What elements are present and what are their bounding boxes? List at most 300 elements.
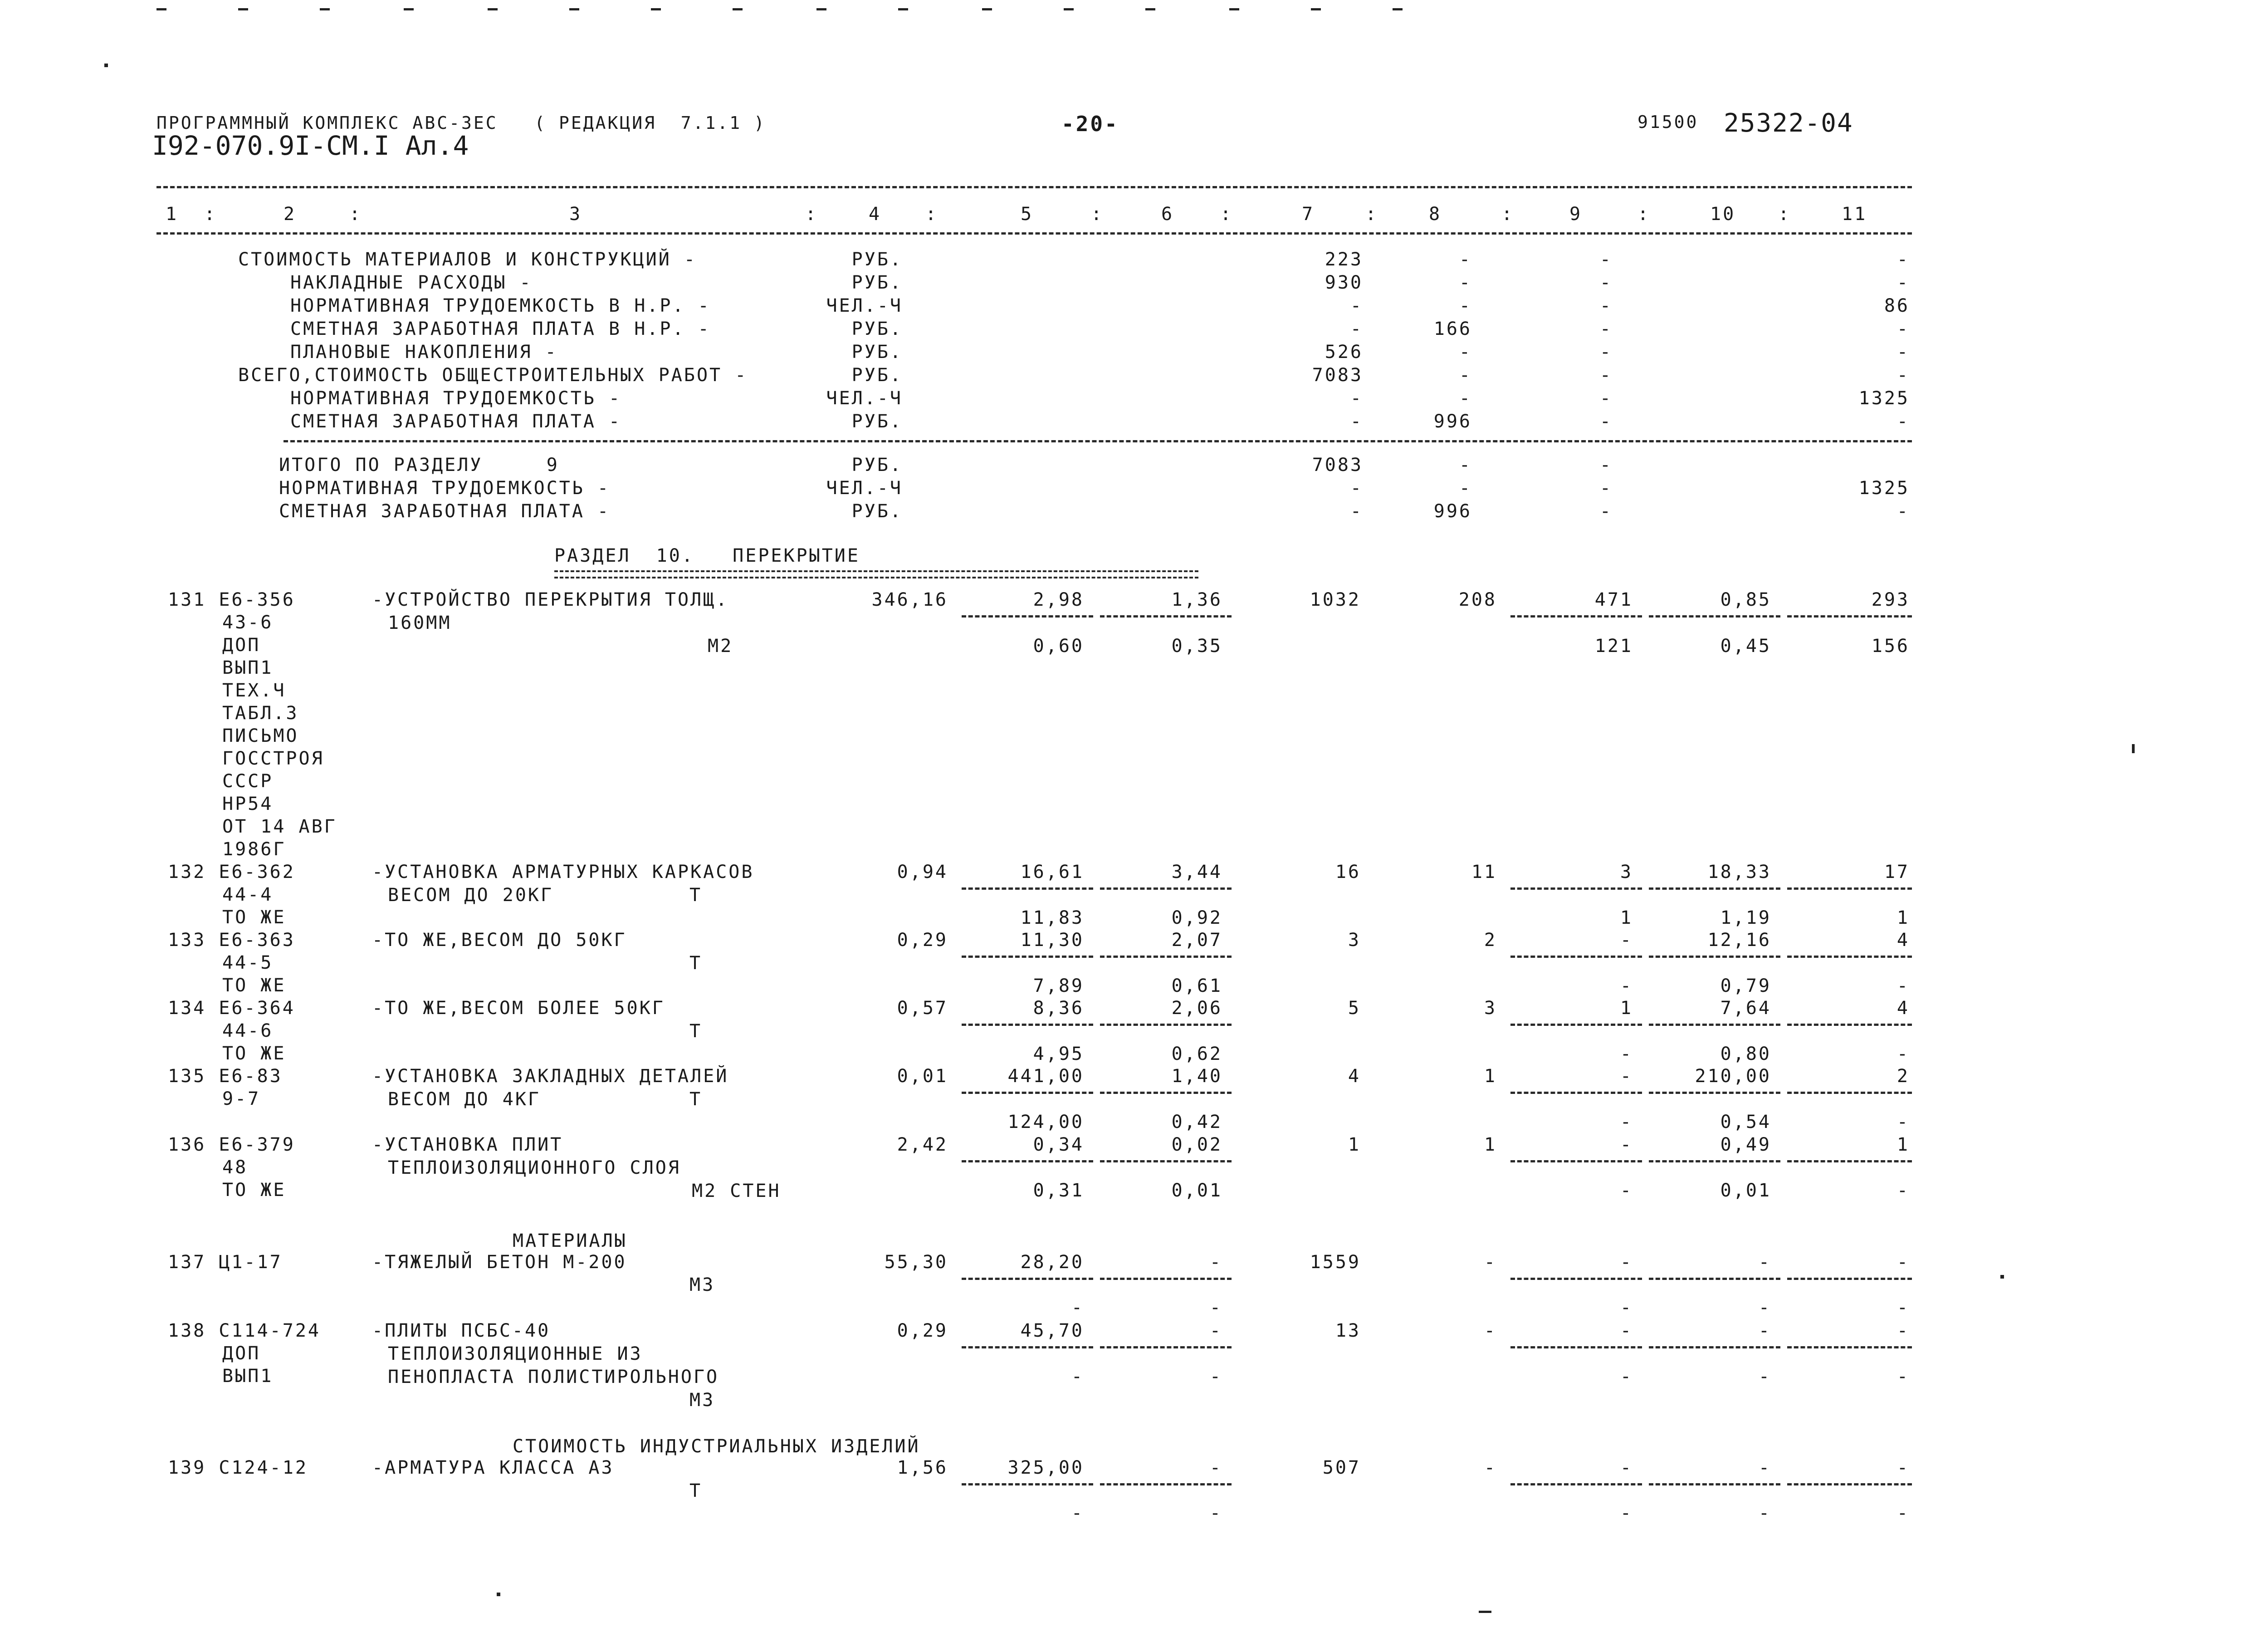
item-sub-col11: - bbox=[1897, 1366, 1910, 1387]
item-col10: 18,33 bbox=[1707, 862, 1771, 882]
scan-speck bbox=[156, 8, 166, 10]
item-sub-col9: - bbox=[1620, 1112, 1633, 1132]
item-qty: 0,29 bbox=[897, 1320, 948, 1341]
section-total-col9: - bbox=[1599, 455, 1613, 475]
summary-col7: 526 bbox=[1325, 342, 1363, 363]
summary-col9: - bbox=[1599, 411, 1613, 432]
column-separator: : bbox=[204, 204, 217, 225]
summary-col11: - bbox=[1897, 411, 1910, 432]
item-col5: 325,00 bbox=[1007, 1457, 1084, 1478]
document-id: I92-070.9I-CM.I Ал.4 bbox=[152, 130, 469, 161]
item-sub-col6: - bbox=[1209, 1366, 1222, 1387]
summary-col8: 996 bbox=[1433, 411, 1472, 432]
item-unit: Т bbox=[689, 885, 703, 906]
item-subrule bbox=[1649, 956, 1780, 958]
item-qty: 0,57 bbox=[897, 998, 948, 1019]
summary-unit: РУБ. bbox=[851, 365, 903, 386]
summary-col7: 930 bbox=[1325, 272, 1363, 293]
item-col11: 17 bbox=[1884, 862, 1910, 882]
column-separator: : bbox=[1220, 204, 1233, 225]
item-sub-col10: 0,45 bbox=[1720, 636, 1771, 657]
summary-col9: - bbox=[1599, 249, 1613, 270]
item-sub-col11: - bbox=[1897, 1180, 1910, 1201]
item-sub-col9: - bbox=[1620, 1180, 1633, 1201]
item-number-code: 135 Е6-83 bbox=[168, 1066, 283, 1087]
item-subrule bbox=[962, 1278, 1093, 1280]
handwritten-code: 25322-04 bbox=[1724, 108, 1853, 138]
summary-label: НОРМАТИВНАЯ ТРУДОЕМКОСТЬ В Н.Р. - bbox=[290, 295, 711, 316]
item-code-line: 9-7 bbox=[222, 1088, 261, 1109]
summary-col9: - bbox=[1599, 295, 1613, 316]
item-sub-col10: 0,01 bbox=[1720, 1180, 1771, 1201]
column-number: 6 bbox=[1161, 204, 1174, 225]
item-sub-col11: - bbox=[1897, 1112, 1910, 1132]
scan-speck bbox=[497, 1593, 500, 1596]
item-subrule bbox=[1510, 956, 1642, 958]
item-sub-col11: - bbox=[1897, 1503, 1910, 1524]
item-col10: 0,85 bbox=[1720, 589, 1771, 610]
item-sub-col11: 1 bbox=[1897, 907, 1910, 928]
item-col11: 293 bbox=[1871, 589, 1910, 610]
item-subrule bbox=[1100, 1092, 1232, 1094]
column-number: 4 bbox=[869, 204, 882, 225]
item-code-line: 44-5 bbox=[222, 952, 274, 973]
column-separator: : bbox=[349, 204, 362, 225]
item-name-cont: ВЕСОМ ДО 4КГ bbox=[388, 1089, 541, 1110]
scan-speck bbox=[2000, 1275, 2004, 1279]
item-code-line: 44-6 bbox=[222, 1020, 274, 1041]
item-col9: 471 bbox=[1594, 589, 1633, 610]
column-separator: : bbox=[805, 204, 818, 225]
item-subrule bbox=[1787, 1092, 1912, 1094]
item-qty: 55,30 bbox=[884, 1252, 948, 1273]
item-unit: Т bbox=[689, 1021, 703, 1042]
item-col8: 208 bbox=[1458, 589, 1497, 610]
item-number-code: 137 Ц1-17 bbox=[168, 1252, 283, 1273]
item-col10: - bbox=[1758, 1252, 1771, 1273]
item-sub-col10: - bbox=[1758, 1366, 1771, 1387]
item-code-line: ОТ 14 АВГ bbox=[222, 816, 337, 837]
item-unit: М3 bbox=[689, 1390, 715, 1411]
section-total-label: СМЕТНАЯ ЗАРАБОТНАЯ ПЛАТА - bbox=[279, 501, 611, 522]
summary-label: НОРМАТИВНАЯ ТРУДОЕМКОСТЬ - bbox=[290, 388, 622, 409]
item-sub-col11: - bbox=[1897, 975, 1910, 996]
item-col8: 1 bbox=[1484, 1066, 1497, 1087]
column-separator: : bbox=[1778, 204, 1791, 225]
item-subrule bbox=[1100, 1483, 1232, 1485]
item-number-code: 139 С124-12 bbox=[168, 1457, 308, 1478]
item-col6: 3,44 bbox=[1171, 862, 1222, 882]
item-qty: 0,29 bbox=[897, 930, 948, 951]
item-unit: М3 bbox=[689, 1274, 715, 1295]
summary-col8: - bbox=[1459, 365, 1472, 386]
item-subrule bbox=[962, 887, 1093, 890]
scan-speck bbox=[569, 8, 579, 10]
item-sub-col6: - bbox=[1209, 1297, 1222, 1318]
item-col9: - bbox=[1620, 930, 1633, 951]
item-subrule bbox=[1100, 1346, 1232, 1348]
item-col8: 1 bbox=[1484, 1134, 1497, 1155]
section-total-col9: - bbox=[1599, 478, 1613, 499]
item-subrule bbox=[1510, 1024, 1642, 1026]
item-subrule bbox=[1510, 1160, 1642, 1162]
item-col5: 16,61 bbox=[1020, 862, 1084, 882]
item-subrule bbox=[1510, 615, 1642, 618]
column-number: 9 bbox=[1569, 204, 1583, 225]
item-subrule bbox=[1100, 1278, 1232, 1280]
item-col8: - bbox=[1484, 1252, 1497, 1273]
summary-col9: - bbox=[1599, 319, 1613, 339]
column-separator: : bbox=[1501, 204, 1515, 225]
item-sub-col9: - bbox=[1620, 1366, 1633, 1387]
item-col11: - bbox=[1897, 1252, 1910, 1273]
item-code-line: ДОП bbox=[222, 635, 261, 656]
item-qty: 2,42 bbox=[897, 1134, 948, 1155]
summary-label: СМЕТНАЯ ЗАРАБОТНАЯ ПЛАТА В Н.Р. - bbox=[290, 319, 711, 339]
item-sub-col10: 0,79 bbox=[1720, 975, 1771, 996]
item-col5: 441,00 bbox=[1007, 1066, 1084, 1087]
item-col11: - bbox=[1897, 1320, 1910, 1341]
summary-col7: 7083 bbox=[1312, 365, 1363, 386]
printed-code: 91500 bbox=[1637, 112, 1699, 132]
item-col8: 11 bbox=[1471, 862, 1497, 882]
item-col11: 4 bbox=[1897, 930, 1910, 951]
item-col10: - bbox=[1758, 1457, 1771, 1478]
item-col9: - bbox=[1620, 1134, 1633, 1155]
item-col11: 2 bbox=[1897, 1066, 1910, 1087]
item-sub-col11: - bbox=[1897, 1044, 1910, 1064]
item-sub-col9: - bbox=[1620, 975, 1633, 996]
item-subrule bbox=[1787, 1024, 1912, 1026]
summary-col9: - bbox=[1599, 272, 1613, 293]
item-sub-col11: 156 bbox=[1871, 636, 1910, 657]
item-name-cont: ВЕСОМ ДО 20КГ bbox=[388, 885, 554, 906]
scan-speck bbox=[816, 8, 826, 10]
scan-speck bbox=[1311, 8, 1321, 10]
item-sub-col6: 0,35 bbox=[1171, 636, 1222, 657]
item-name: -УСТАНОВКА ЗАКЛАДНЫХ ДЕТАЛЕЙ bbox=[372, 1066, 729, 1087]
scan-speck bbox=[898, 8, 908, 10]
subhead-industrial: СТОИМОСТЬ ИНДУСТРИАЛЬНЫХ ИЗДЕЛИЙ bbox=[513, 1436, 920, 1457]
item-subrule bbox=[962, 1092, 1093, 1094]
item-name-cont: ТЕПЛОИЗОЛЯЦИОННОГО СЛОЯ bbox=[388, 1157, 681, 1178]
item-sub-col5: 4,95 bbox=[1033, 1044, 1084, 1064]
section-total-unit: РУБ. bbox=[851, 455, 903, 475]
item-col9: - bbox=[1620, 1457, 1633, 1478]
program-header: ПРОГРАММНЫЙ КОМПЛЕКС АВС-3ЕС ( РЕДАКЦИЯ 7.1.1 ) bbox=[156, 113, 766, 133]
section-title-underline bbox=[554, 570, 1198, 578]
item-col10: 7,64 bbox=[1720, 998, 1771, 1019]
item-subrule bbox=[1510, 1346, 1642, 1348]
item-col9: 1 bbox=[1620, 998, 1633, 1019]
summary-col7: 223 bbox=[1325, 249, 1363, 270]
item-col7: 507 bbox=[1322, 1457, 1361, 1478]
item-subrule bbox=[1100, 956, 1232, 958]
summary-col9: - bbox=[1599, 388, 1613, 409]
item-subrule bbox=[1100, 1160, 1232, 1162]
item-subrule bbox=[1510, 1483, 1642, 1485]
item-col5: 11,30 bbox=[1020, 930, 1084, 951]
item-number-code: 133 Е6-363 bbox=[168, 930, 295, 951]
item-col6: - bbox=[1209, 1252, 1222, 1273]
item-sub-col5: - bbox=[1071, 1366, 1084, 1387]
item-col7: 1 bbox=[1348, 1134, 1361, 1155]
item-sub-col5: 124,00 bbox=[1007, 1112, 1084, 1132]
rule-before-section-total bbox=[284, 440, 1912, 442]
section-total-col8: - bbox=[1459, 455, 1472, 475]
item-code-line: ТО ЖЕ bbox=[222, 1180, 286, 1201]
section-total-col7: - bbox=[1350, 501, 1363, 522]
item-subrule bbox=[1649, 1160, 1780, 1162]
summary-unit: РУБ. bbox=[851, 272, 903, 293]
item-unit: Т bbox=[689, 1089, 703, 1110]
item-sub-col6: 0,01 bbox=[1171, 1180, 1222, 1201]
item-col6: - bbox=[1209, 1457, 1222, 1478]
item-code-line: ПИСЬМО bbox=[222, 725, 299, 746]
scan-speck bbox=[1145, 8, 1155, 10]
item-col8: - bbox=[1484, 1457, 1497, 1478]
item-name: -УСТАНОВКА АРМАТУРНЫХ КАРКАСОВ bbox=[372, 862, 754, 882]
item-col5: 28,20 bbox=[1020, 1252, 1084, 1273]
summary-col9: - bbox=[1599, 365, 1613, 386]
item-sub-col6: - bbox=[1209, 1503, 1222, 1524]
item-sub-col5: 0,31 bbox=[1033, 1180, 1084, 1201]
item-code-line: ВЫП1 bbox=[222, 1366, 274, 1387]
item-col8: - bbox=[1484, 1320, 1497, 1341]
item-col7: 1559 bbox=[1310, 1252, 1361, 1273]
item-name: -ТО ЖЕ,ВЕСОМ ДО 50КГ bbox=[372, 930, 627, 951]
summary-label: НАКЛАДНЫЕ РАСХОДЫ - bbox=[290, 272, 533, 293]
item-sub-col9: - bbox=[1620, 1044, 1633, 1064]
summary-unit: РУБ. bbox=[851, 319, 903, 339]
item-col9: - bbox=[1620, 1066, 1633, 1087]
item-subrule bbox=[1649, 1278, 1780, 1280]
item-col9: - bbox=[1620, 1320, 1633, 1341]
item-col9: 3 bbox=[1620, 862, 1633, 882]
scan-speck bbox=[1479, 1611, 1491, 1613]
subhead-materials: МАТЕРИАЛЫ bbox=[513, 1230, 627, 1251]
summary-col8: - bbox=[1459, 342, 1472, 363]
item-name-cont: 160ММ bbox=[388, 613, 452, 633]
scan-speck bbox=[104, 64, 108, 67]
item-subrule bbox=[962, 1483, 1093, 1485]
item-sub-col10: 0,80 bbox=[1720, 1044, 1771, 1064]
scan-speck bbox=[1229, 8, 1239, 10]
scan-speck bbox=[1064, 8, 1074, 10]
item-sub-col9: - bbox=[1620, 1297, 1633, 1318]
item-subrule bbox=[1649, 1024, 1780, 1026]
column-separator: : bbox=[1091, 204, 1104, 225]
item-subrule bbox=[1100, 887, 1232, 890]
item-sub-col10: 1,19 bbox=[1720, 907, 1771, 928]
summary-unit: РУБ. bbox=[851, 342, 903, 363]
summary-label: ВСЕГО,СТОИМОСТЬ ОБЩЕСТРОИТЕЛЬНЫХ РАБОТ - bbox=[238, 365, 748, 386]
section-total-col11: - bbox=[1897, 501, 1910, 522]
item-code-line: ТО ЖЕ bbox=[222, 907, 286, 928]
column-number: 8 bbox=[1429, 204, 1442, 225]
item-col6: 2,07 bbox=[1171, 930, 1222, 951]
scan-speck bbox=[320, 8, 330, 10]
summary-col11: - bbox=[1897, 342, 1910, 363]
item-col5: 45,70 bbox=[1020, 1320, 1084, 1341]
item-code-line: 48 bbox=[222, 1157, 248, 1178]
item-unit: М2 bbox=[708, 636, 733, 657]
item-sub-col5: - bbox=[1071, 1503, 1084, 1524]
item-subrule bbox=[962, 615, 1093, 618]
item-number-code: 132 Е6-362 bbox=[168, 862, 295, 882]
item-col7: 3 bbox=[1348, 930, 1361, 951]
item-col6: - bbox=[1209, 1320, 1222, 1341]
summary-unit: ЧЕЛ.-Ч bbox=[826, 295, 903, 316]
item-subrule bbox=[962, 1160, 1093, 1162]
item-subrule bbox=[1787, 1278, 1912, 1280]
summary-col7: - bbox=[1350, 411, 1363, 432]
item-col11: 4 bbox=[1897, 998, 1910, 1019]
item-subrule bbox=[1100, 1024, 1232, 1026]
item-subrule bbox=[1510, 1278, 1642, 1280]
item-subrule bbox=[962, 956, 1093, 958]
scan-speck bbox=[1393, 8, 1403, 10]
item-col11: - bbox=[1897, 1457, 1910, 1478]
item-col7: 5 bbox=[1348, 998, 1361, 1019]
item-col5: 2,98 bbox=[1033, 589, 1084, 610]
item-code-line: ГОССТРОЯ bbox=[222, 748, 324, 769]
section-total-col9: - bbox=[1599, 501, 1613, 522]
page-number: -20- bbox=[1061, 112, 1119, 136]
scan-speck bbox=[404, 8, 414, 10]
item-col7: 1032 bbox=[1310, 589, 1361, 610]
item-col6: 2,06 bbox=[1171, 998, 1222, 1019]
section-total-unit: РУБ. bbox=[851, 501, 903, 522]
summary-col7: - bbox=[1350, 319, 1363, 339]
item-code-line: ТАБЛ.3 bbox=[222, 703, 299, 724]
item-subrule bbox=[1787, 1483, 1912, 1485]
item-sub-col11: - bbox=[1897, 1297, 1910, 1318]
item-sub-col6: 0,62 bbox=[1171, 1044, 1222, 1064]
item-name: -ТЯЖЕЛЫЙ БЕТОН М-200 bbox=[372, 1252, 627, 1273]
item-code-line: НР54 bbox=[222, 794, 274, 814]
column-number: 1 bbox=[166, 204, 179, 225]
item-col10: 0,49 bbox=[1720, 1134, 1771, 1155]
item-name: -АРМАТУРА КЛАССА А3 bbox=[372, 1457, 614, 1478]
item-number-code: 134 Е6-364 bbox=[168, 998, 295, 1019]
summary-col8: - bbox=[1459, 249, 1472, 270]
item-code-line: 43-6 bbox=[222, 612, 274, 633]
item-subrule bbox=[1787, 1160, 1912, 1162]
summary-col11: - bbox=[1897, 249, 1910, 270]
item-qty: 346,16 bbox=[871, 589, 948, 610]
item-number-code: 136 Е6-379 bbox=[168, 1134, 295, 1155]
summary-unit: РУБ. bbox=[851, 411, 903, 432]
summary-col8: - bbox=[1459, 272, 1472, 293]
item-col11: 1 bbox=[1897, 1134, 1910, 1155]
item-code-line: ДОП bbox=[222, 1343, 261, 1364]
summary-label: СМЕТНАЯ ЗАРАБОТНАЯ ПЛАТА - bbox=[290, 411, 622, 432]
column-separator: : bbox=[1637, 204, 1651, 225]
item-unit: Т bbox=[689, 953, 703, 974]
summary-col7: - bbox=[1350, 295, 1363, 316]
item-sub-col10: - bbox=[1758, 1297, 1771, 1318]
column-number: 7 bbox=[1302, 204, 1315, 225]
item-subrule bbox=[1787, 956, 1912, 958]
item-subrule bbox=[1649, 887, 1780, 890]
summary-col8: - bbox=[1459, 388, 1472, 409]
section-total-label: ИТОГО ПО РАЗДЕЛУ 9 bbox=[279, 455, 559, 475]
item-col6: 1,40 bbox=[1171, 1066, 1222, 1087]
item-col9: - bbox=[1620, 1252, 1633, 1273]
item-sub-col5: 0,60 bbox=[1033, 636, 1084, 657]
column-number: 2 bbox=[284, 204, 297, 225]
item-code-line: 1986Г bbox=[222, 839, 286, 860]
summary-unit: ЧЕЛ.-Ч bbox=[826, 388, 903, 409]
summary-col8: 166 bbox=[1433, 319, 1472, 339]
item-name: -ТО ЖЕ,ВЕСОМ БОЛЕЕ 50КГ bbox=[372, 998, 665, 1019]
item-number-code: 131 Е6-356 bbox=[168, 589, 295, 610]
item-subrule bbox=[962, 1346, 1093, 1348]
section-total-label: НОРМАТИВНАЯ ТРУДОЕМКОСТЬ - bbox=[279, 478, 611, 499]
section-total-col11: 1325 bbox=[1858, 478, 1910, 499]
item-sub-col6: 0,42 bbox=[1171, 1112, 1222, 1132]
item-sub-col6: 0,61 bbox=[1171, 975, 1222, 996]
summary-col11: 86 bbox=[1884, 295, 1910, 316]
item-code-line: ТЕХ.Ч bbox=[222, 680, 286, 701]
item-subrule bbox=[1649, 1092, 1780, 1094]
column-number: 10 bbox=[1710, 204, 1736, 225]
summary-label: СТОИМОСТЬ МАТЕРИАЛОВ И КОНСТРУКЦИЙ - bbox=[238, 249, 697, 270]
summary-col11: - bbox=[1897, 319, 1910, 339]
item-col5: 8,36 bbox=[1033, 998, 1084, 1019]
section-total-unit: ЧЕЛ.-Ч bbox=[826, 478, 903, 499]
rule-top bbox=[156, 186, 1912, 188]
section-total-col8: 996 bbox=[1433, 501, 1472, 522]
summary-col11: 1325 bbox=[1858, 388, 1910, 409]
item-col10: 210,00 bbox=[1695, 1066, 1771, 1087]
item-sub-col10: - bbox=[1758, 1503, 1771, 1524]
item-col8: 3 bbox=[1484, 998, 1497, 1019]
section-total-col7: - bbox=[1350, 478, 1363, 499]
item-number-code: 138 С114-724 bbox=[168, 1320, 321, 1341]
section-total-col7: 7083 bbox=[1312, 455, 1363, 475]
item-col7: 16 bbox=[1335, 862, 1361, 882]
summary-label: ПЛАНОВЫЕ НАКОПЛЕНИЯ - bbox=[290, 342, 558, 363]
item-sub-col5: 7,89 bbox=[1033, 975, 1084, 996]
item-sub-col6: 0,92 bbox=[1171, 907, 1222, 928]
item-col10: 12,16 bbox=[1707, 930, 1771, 951]
item-subrule bbox=[1787, 615, 1912, 618]
column-separator: : bbox=[925, 204, 938, 225]
item-col7: 13 bbox=[1335, 1320, 1361, 1341]
item-subrule bbox=[1649, 1346, 1780, 1348]
item-col5: 0,34 bbox=[1033, 1134, 1084, 1155]
item-sub-col9: 121 bbox=[1594, 636, 1633, 657]
item-code-line: ВЫП1 bbox=[222, 657, 274, 678]
column-number: 5 bbox=[1021, 204, 1034, 225]
summary-col11: - bbox=[1897, 365, 1910, 386]
item-name-cont: ПЕНОПЛАСТА ПОЛИСТИРОЛЬНОГО bbox=[388, 1367, 719, 1387]
column-separator: : bbox=[1365, 204, 1378, 225]
item-name: -УСТАНОВКА ПЛИТ bbox=[372, 1134, 563, 1155]
item-name: -УСТРОЙСТВО ПЕРЕКРЫТИЯ ТОЛЩ. bbox=[372, 589, 729, 610]
scan-speck bbox=[2132, 744, 2135, 753]
item-subrule bbox=[1787, 1346, 1912, 1348]
item-subrule bbox=[1510, 1092, 1642, 1094]
item-name: -ПЛИТЫ ПСБС-40 bbox=[372, 1320, 551, 1341]
item-qty: 0,01 bbox=[897, 1066, 948, 1087]
scan-speck bbox=[238, 8, 248, 10]
item-qty: 1,56 bbox=[897, 1457, 948, 1478]
item-subrule bbox=[1100, 615, 1232, 618]
item-subrule bbox=[1510, 887, 1642, 890]
